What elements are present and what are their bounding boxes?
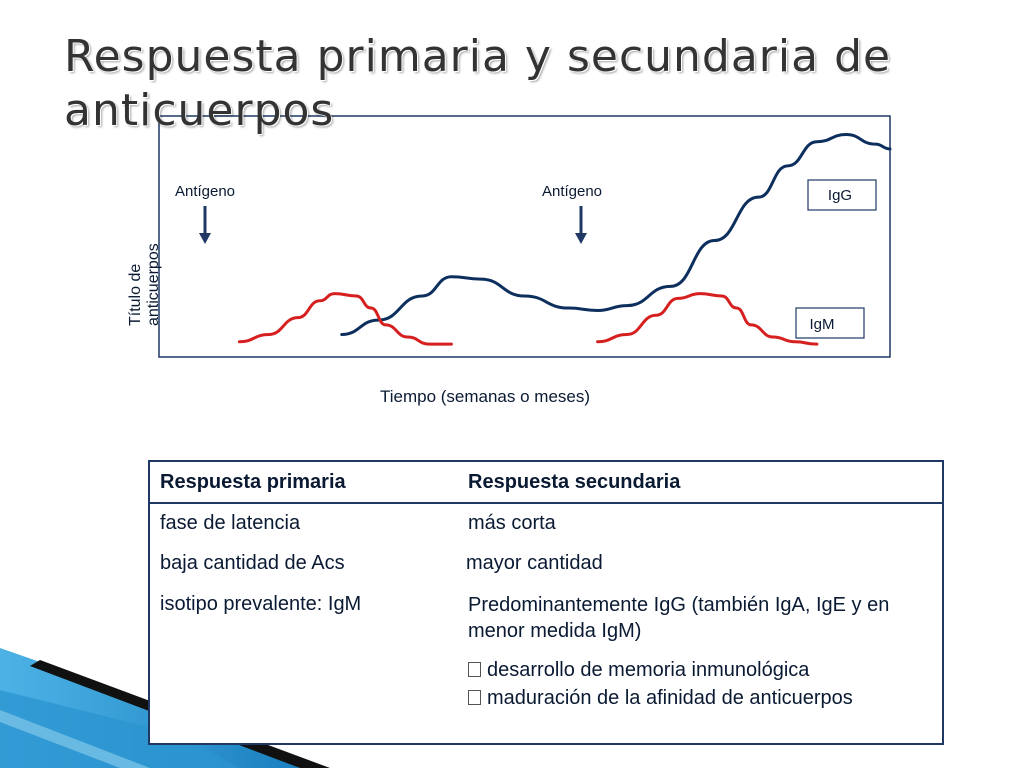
row3-secondary: Predominantemente IgG (también IgA, IgE y en menor medida IgM) — [468, 594, 890, 642]
row2-primary: baja cantidad de Acs — [160, 552, 345, 574]
checkbox-icon — [468, 690, 481, 705]
x-axis-label: Tiempo (semanas o meses) — [379, 387, 591, 406]
legend-label-igm: IgM — [809, 316, 835, 333]
table-header — [150, 462, 942, 504]
series-line-igm-1 — [239, 294, 451, 345]
y-axis-label: Título deanticuerpos — [127, 243, 162, 326]
antigen-label-1: Antígeno — [174, 183, 236, 200]
row1-secondary: más corta — [468, 512, 556, 534]
checkbox-icon — [468, 662, 481, 677]
row1-primary: fase de latencia — [160, 512, 301, 534]
header-secondary: Respuesta secundaria — [468, 471, 681, 493]
row3-primary: isotipo prevalente: IgM — [160, 593, 362, 615]
chart-frame — [159, 116, 890, 357]
antigen-arrowhead-1 — [199, 233, 211, 244]
antigen-label-2: Antígeno — [541, 183, 603, 200]
comparison-table — [148, 460, 944, 745]
series-line-igm-2 — [598, 294, 817, 345]
legend-label-igg: IgG — [827, 187, 853, 204]
bullet-memory: desarrollo de memoria inmunológica — [487, 659, 810, 681]
bullet-affinity: maduración de la afinidad de anticuerpos — [487, 687, 853, 709]
row2-secondary: mayor cantidad — [466, 552, 603, 574]
slide-title: Respuesta primaria y secundaria de anticuerpos — [64, 31, 892, 136]
header-primary: Respuesta primaria — [160, 471, 346, 493]
antigen-arrowhead-2 — [575, 233, 587, 244]
series-line-igg — [342, 135, 890, 335]
